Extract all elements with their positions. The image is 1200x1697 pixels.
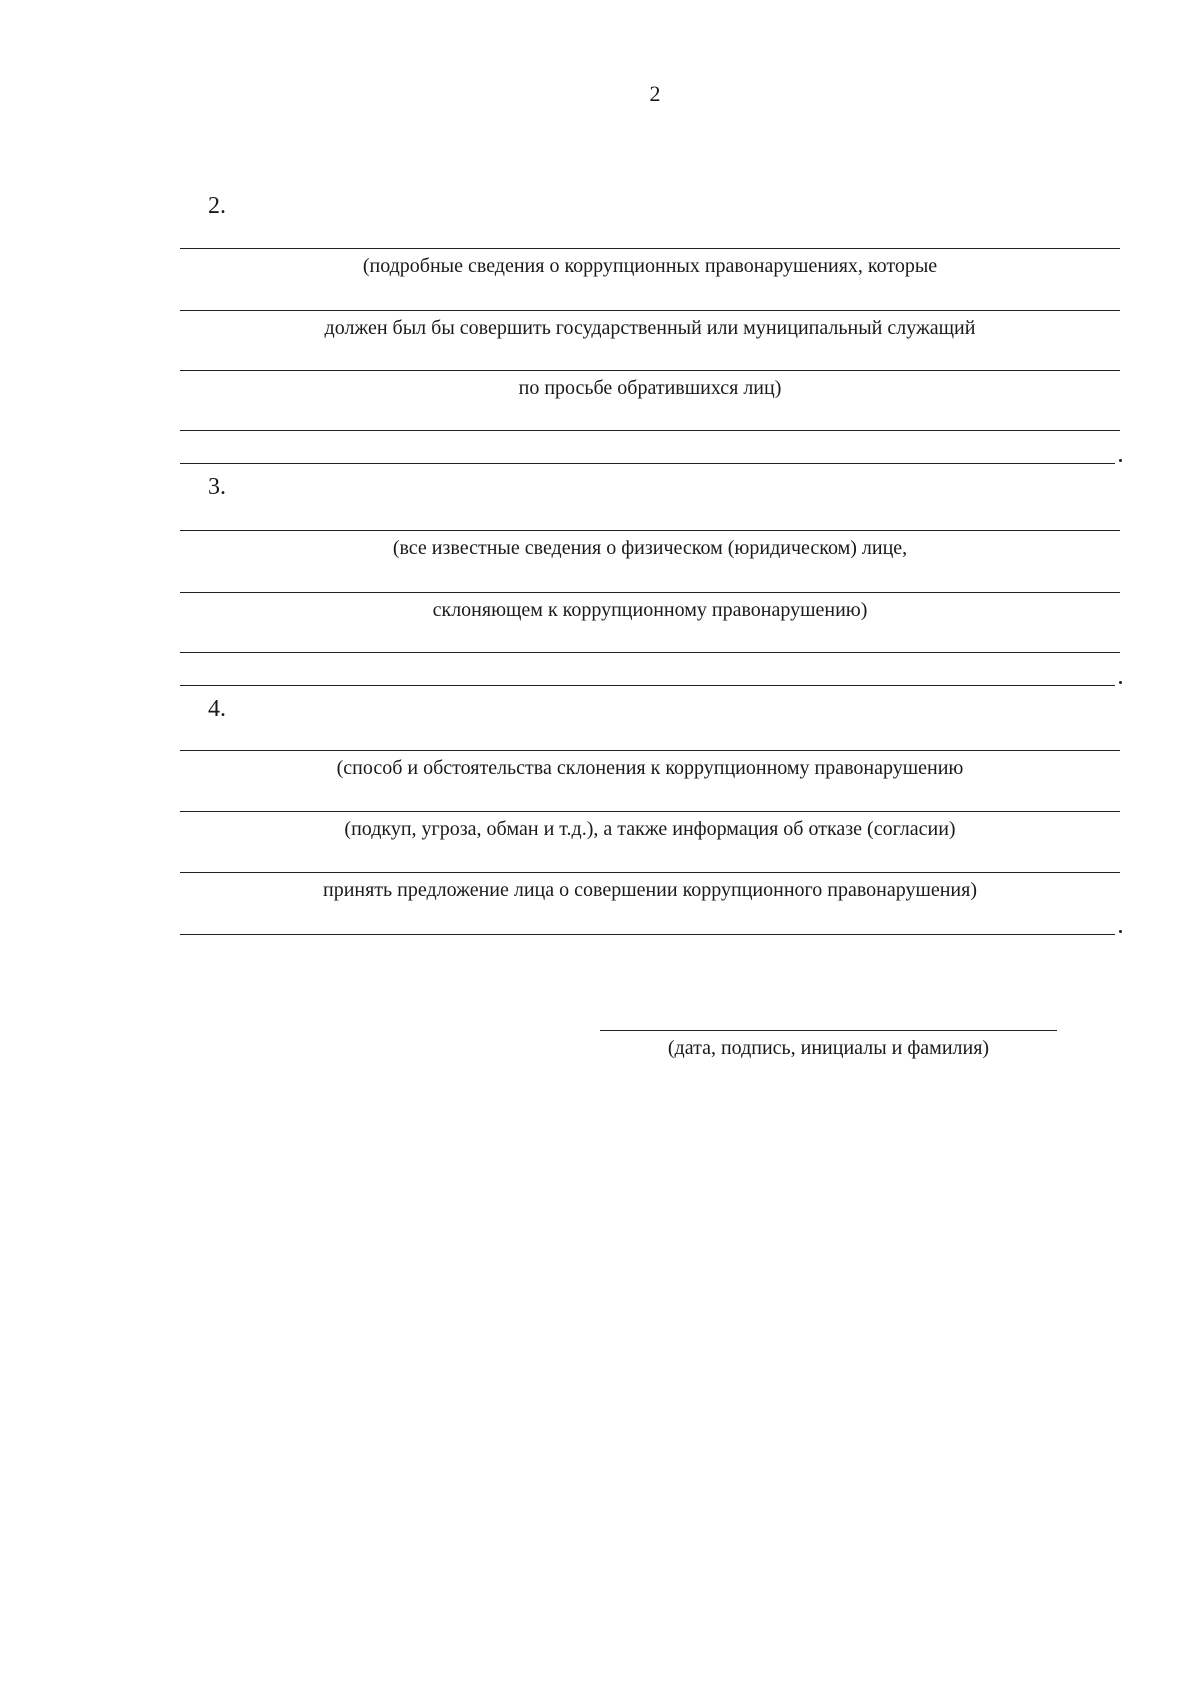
field-caption: (подробные сведения о коррупционных правонарушениях, которые bbox=[362, 255, 938, 277]
fill-line[interactable] bbox=[180, 872, 1120, 873]
fill-line[interactable] bbox=[180, 310, 1120, 311]
fill-line[interactable] bbox=[180, 652, 1120, 653]
section-number: 4. bbox=[208, 696, 226, 722]
signature-caption: (дата, подпись, инициалы и фамилия) bbox=[667, 1037, 990, 1059]
field-caption: принять предложение лица о совершении коррупционного правонарушения) bbox=[323, 879, 977, 901]
section-number: 3. bbox=[208, 474, 226, 500]
period-mark bbox=[1119, 930, 1122, 933]
field-caption: (все известные сведения о физическом (юридическом) лице, bbox=[392, 537, 908, 559]
section-number: 2. bbox=[208, 193, 226, 219]
fill-line[interactable] bbox=[180, 463, 1115, 464]
period-mark bbox=[1119, 681, 1122, 684]
signature-line[interactable] bbox=[600, 1030, 1057, 1031]
field-caption: (способ и обстоятельства склонения к коррупционному правонарушению bbox=[336, 757, 964, 779]
fill-line[interactable] bbox=[180, 685, 1115, 686]
page-number: 2 bbox=[649, 81, 661, 106]
fill-line[interactable] bbox=[180, 248, 1120, 249]
fill-line[interactable] bbox=[180, 530, 1120, 531]
fill-line[interactable] bbox=[180, 934, 1115, 935]
period-mark bbox=[1119, 459, 1122, 462]
field-caption: склоняющем к коррупционному правонарушению) bbox=[432, 599, 868, 621]
fill-line[interactable] bbox=[180, 370, 1120, 371]
field-caption: должен был бы совершить государственный или муниципальный служащий bbox=[324, 317, 976, 339]
field-caption: по просьбе обратившихся лиц) bbox=[518, 377, 782, 399]
fill-line[interactable] bbox=[180, 430, 1120, 431]
field-caption: (подкуп, угроза, обман и т.д.), а также информация об отказе (согласии) bbox=[344, 818, 956, 840]
fill-line[interactable] bbox=[180, 811, 1120, 812]
fill-line[interactable] bbox=[180, 592, 1120, 593]
fill-line[interactable] bbox=[180, 750, 1120, 751]
